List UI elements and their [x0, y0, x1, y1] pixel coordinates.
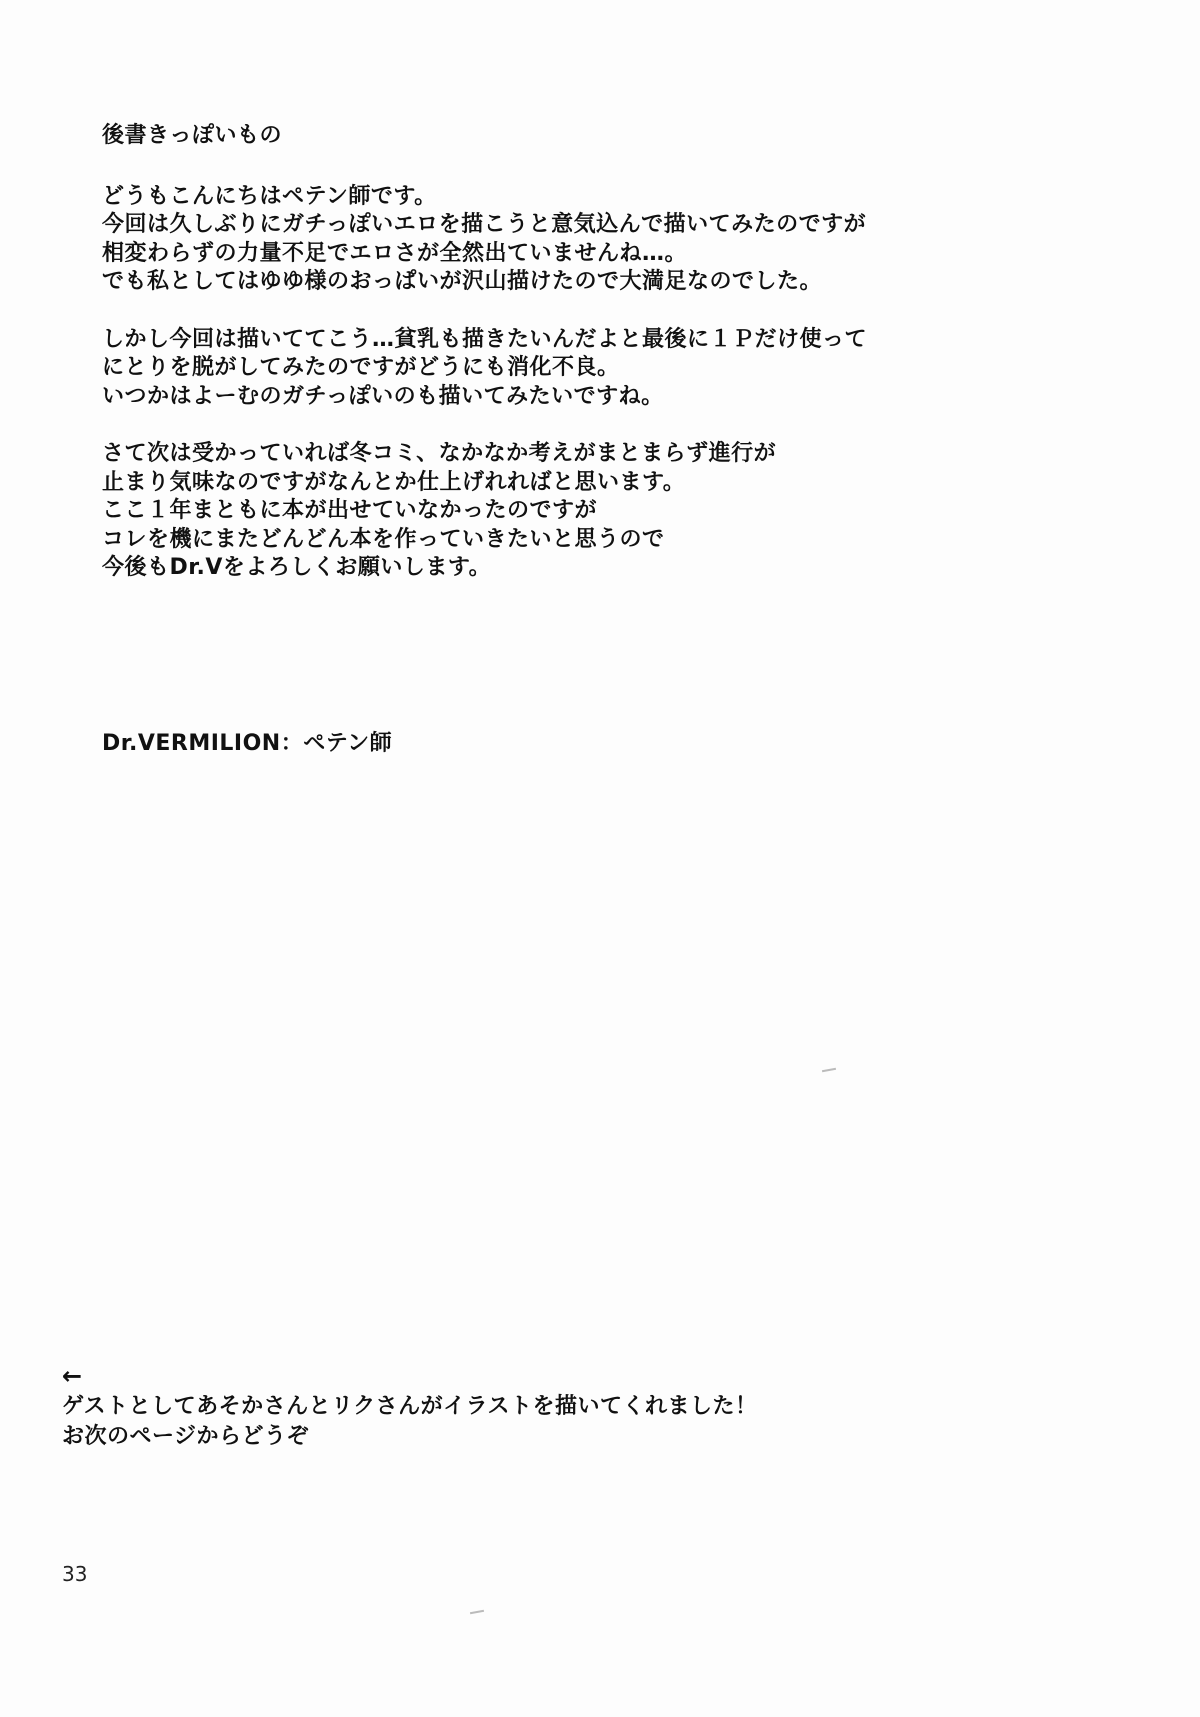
- guest-note: [62, 1364, 1062, 1452]
- paragraph-greeting: [102, 183, 1102, 297]
- page-number: 33: [62, 1562, 88, 1586]
- text-line: 止まり気味なのですがなんとか仕上げれればと思います。: [102, 469, 686, 495]
- text-line: しかし今回は描いててこう…貧乳も描きたいんだよと最後に１Ｐだけ使って: [102, 326, 868, 352]
- paper-speck: [822, 1068, 836, 1072]
- paper-speck: [470, 1610, 484, 1614]
- text-line: いつかはよーむのガチっぽいのも描いてみたいですね。: [102, 383, 664, 409]
- afterword-body: [102, 122, 1102, 612]
- text-line: ここ１年まともに本が出せていなかったのですが: [102, 498, 598, 523]
- paragraph-next-plans: [102, 440, 1102, 583]
- text-line: にとりを脱がしてみたのですがどうにも消化不良。: [102, 355, 620, 380]
- text-line: 今回は久しぶりにガチっぽいエロを描こうと意気込んで描いてみたのですが: [102, 212, 867, 237]
- guest-note-line: お次のページからどうぞ: [62, 1424, 310, 1449]
- text-line: さて次は受かっていれば冬コミ、なかなか考えがまとまらず進行が: [102, 441, 777, 466]
- text-line: コレを機にまたどんどん本を作っていきたいと思うので: [102, 526, 665, 552]
- guest-note-line: ゲストとしてあそかさんとリクさんがイラストを描いてくれました！: [62, 1394, 758, 1419]
- text-line: でも私としてはゆゆ様のおっぱいが沢山描けたので大満足なのでした。: [102, 269, 823, 294]
- paragraph-reflection: [102, 326, 1102, 412]
- afterword-title: 後書きっぽいもの: [102, 123, 283, 148]
- author-signature: Dr.VERMILION：ペテン師: [102, 731, 393, 756]
- text-line: 相変わらずの力量不足でエロさが全然出ていませんね…。: [102, 240, 688, 266]
- text-line: どうもこんにちはペテン師です。: [102, 183, 437, 209]
- arrow-left-icon: ←: [62, 1362, 83, 1390]
- text-line: 今後もDr.Vをよろしくお願いします。: [102, 555, 492, 580]
